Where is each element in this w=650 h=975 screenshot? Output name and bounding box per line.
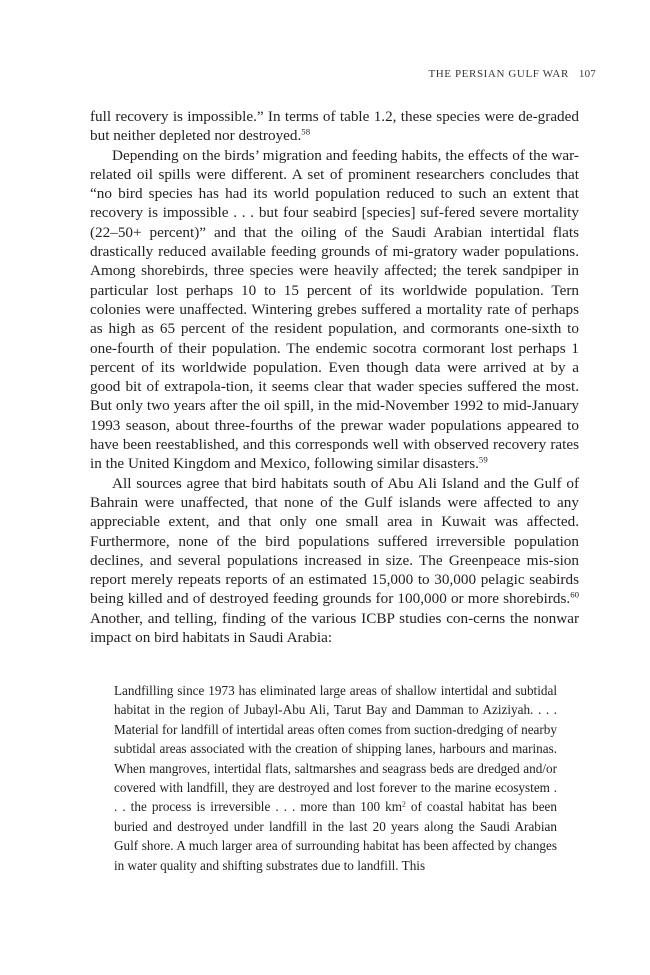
footnote-ref-58: 58 bbox=[301, 127, 311, 138]
body-text bbox=[90, 107, 579, 647]
paragraph-1 bbox=[90, 107, 579, 146]
footnote-ref-60: 60 bbox=[570, 590, 579, 601]
running-title: THE PERSIAN GULF WAR bbox=[428, 68, 569, 80]
page-number: 107 bbox=[578, 68, 596, 80]
paragraph-2-text: Depending on the birds’ migration and feeding habits, the effects of the war-related oil spills were different. A set of prominent researchers concludes that “no bird species has had its world population reduced to such an extent that recovery is impossible . . . but four seabird [species] suf-fered severe mortality (22–50+ percent)” and that the oiling of the Saudi Arabian intertidal flats drastically reduced available feeding grounds of mi-gratory wader populations. Among shorebirds, three species were heavily affected; the terek sandpiper in particular lost perhaps 10 to 15 percent of its worldwide population. Tern colonies were unaffected. Wintering grebes suffered a mortality rate of perhaps as high as 65 percent of the resident population, and cormorants one-sixth to one-fourth of their population. The endemic socotra cormorant lost perhaps 1 percent of its worldwide population. Even though data were arrived at by a good bit of extrapola-tion, it seems clear that wader species suffered the most. But only two years after the oil spill, in the mid-November 1992 to mid-January 1993 season, about three-fourths of the prewar wader populations appeared to have been reestablished, and this corresponds well with observed recovery rates in the United Kingdom and Mexico, following similar disasters. bbox=[90, 146, 579, 473]
square-superscript: 2 bbox=[401, 799, 406, 809]
running-head bbox=[428, 68, 596, 80]
block-quote-paragraph bbox=[114, 681, 557, 875]
paragraph-3-text-before: All sources agree that bird habitats south of Abu Ali Island and the Gulf of Bahrain were unaffected, that none of the Gulf islands were affected to any appreciable extent, and that only one small area in Kuwait was affected. Furthermore, none of the bird populations suffered irreversible population declines, and several populations increased in size. The Greenpeace mis-sion report merely repeats reports of an estimated 15,000 to 30,000 pelagic seabirds being killed and of destroyed feeding grounds for 100,000 or more shorebirds. bbox=[90, 474, 579, 608]
paragraph-2 bbox=[90, 146, 579, 474]
paragraph-1-text: full recovery is impossible.” In terms of table 1.2, these species were de-graded but neither depleted nor destroyed. bbox=[90, 108, 579, 145]
block-quote-text-before: Landfilling since 1973 has eliminated large areas of shallow intertidal and subtidal habitat in the region of Jubayl-Abu Ali, Tarut Bay and Damman to Aziziyah. . . . Material for landfill of intertidal areas often comes from suction-dredging of nearby subtidal areas associated with the creation of shipping lanes, harbours and marinas. When mangroves, intertidal flats, saltmarshes and seagrass beds are dredged and/or covered with landfill, they are destroyed and lost forever to the marine ecosystem . . . the process is irreversible . . . more than 100 km bbox=[114, 683, 557, 815]
block-quote bbox=[114, 681, 557, 875]
paragraph-3-text-after: Another, and telling, finding of the various ICBP studies con-cerns the nonwar impact on bird habitats in Saudi Arabia: bbox=[90, 609, 579, 647]
block-quote-text-after: of coastal habitat has been buried and destroyed under landfill in the last 20 years along the Saudi Arabian Gulf shore. A much larger area of surrounding habitat has been affected by changes in water quality and shifting substrates due to landfill. This bbox=[114, 799, 557, 873]
paragraph-3 bbox=[90, 474, 579, 648]
footnote-ref-59: 59 bbox=[478, 455, 488, 466]
